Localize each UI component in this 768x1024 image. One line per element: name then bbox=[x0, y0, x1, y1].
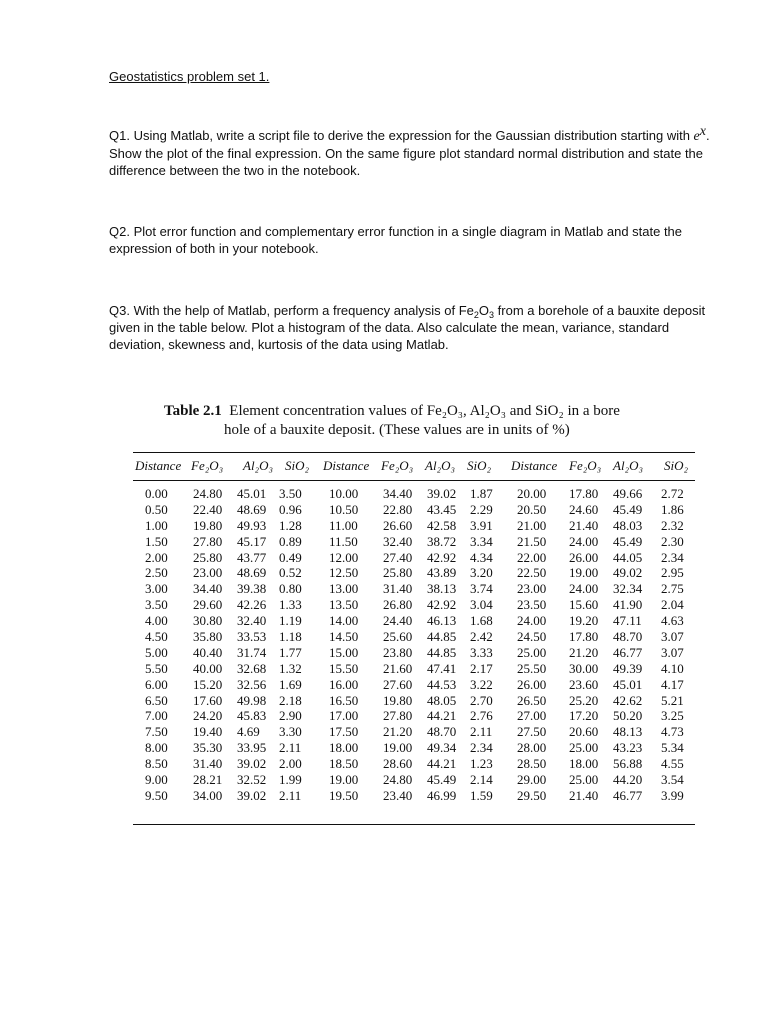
header-distance-2: Distance bbox=[323, 458, 370, 473]
table-row bbox=[133, 740, 695, 756]
cell-fe2o3: 32.40 bbox=[383, 533, 413, 549]
cell-sio2: 0.89 bbox=[279, 533, 302, 549]
cell-sio2: 2.76 bbox=[470, 708, 493, 724]
cell-sio2: 4.10 bbox=[661, 660, 684, 676]
cell-al2o3: 47.41 bbox=[427, 660, 457, 676]
cell-sio2: 1.59 bbox=[470, 787, 493, 803]
header-fe2o3-2: Fe₂O₃ bbox=[381, 458, 414, 473]
cell-distance: 25.50 bbox=[517, 660, 547, 676]
cell-fe2o3: 19.80 bbox=[383, 692, 413, 708]
table-caption-label: Table 2.1 bbox=[164, 403, 222, 419]
cell-fe2o3: 21.20 bbox=[383, 724, 413, 740]
cell-distance: 24.00 bbox=[517, 613, 547, 629]
cell-distance: 16.50 bbox=[329, 692, 359, 708]
cell-al2o3: 49.66 bbox=[613, 486, 643, 501]
cell-sio2: 1.99 bbox=[279, 772, 302, 788]
header-distance-1: Distance bbox=[135, 458, 182, 473]
cell-fe2o3: 31.40 bbox=[383, 581, 413, 597]
cell-fe2o3: 21.40 bbox=[569, 787, 599, 803]
cell-fe2o3: 19.00 bbox=[569, 565, 599, 581]
cell-sio2: 2.18 bbox=[279, 692, 302, 708]
cell-sio2: 2.90 bbox=[279, 708, 302, 724]
cell-fe2o3: 27.80 bbox=[383, 708, 413, 724]
cell-al2o3: 32.34 bbox=[613, 581, 643, 597]
cell-distance: 20.50 bbox=[517, 501, 547, 517]
cell-al2o3: 38.13 bbox=[427, 581, 457, 597]
cell-fe2o3: 24.00 bbox=[569, 581, 599, 597]
cell-fe2o3: 20.60 bbox=[569, 724, 599, 740]
table-row bbox=[133, 486, 695, 502]
q1-exp-power: x bbox=[699, 124, 706, 139]
cell-sio2: 1.69 bbox=[279, 676, 302, 692]
cell-al2o3: 44.05 bbox=[613, 549, 643, 565]
cell-sio2: 5.21 bbox=[661, 692, 684, 708]
table-rule-top bbox=[133, 452, 695, 453]
cell-distance: 0.50 bbox=[145, 501, 168, 517]
cell-fe2o3: 15.60 bbox=[569, 597, 599, 613]
table-rule-bottom bbox=[133, 824, 695, 825]
cell-distance: 13.00 bbox=[329, 581, 359, 597]
cell-fe2o3: 34.40 bbox=[193, 581, 223, 597]
cell-al2o3: 32.68 bbox=[237, 660, 267, 676]
cell-distance: 17.50 bbox=[329, 724, 359, 740]
cell-distance: 19.00 bbox=[329, 772, 359, 788]
cell-fe2o3: 17.80 bbox=[569, 486, 599, 501]
cell-distance: 17.00 bbox=[329, 708, 359, 724]
cell-distance: 1.00 bbox=[145, 517, 168, 533]
cell-distance: 7.50 bbox=[145, 724, 168, 740]
cell-sio2: 1.33 bbox=[279, 597, 302, 613]
cell-distance: 21.50 bbox=[517, 533, 547, 549]
cell-sio2: 2.14 bbox=[470, 772, 493, 788]
cell-al2o3: 39.02 bbox=[427, 486, 457, 501]
cell-al2o3: 48.03 bbox=[613, 517, 643, 533]
header-al2o3-2: Al₂O₃ bbox=[425, 458, 455, 473]
cell-al2o3: 39.38 bbox=[237, 581, 267, 597]
cell-sio2: 3.50 bbox=[279, 486, 302, 501]
cell-sio2: 3.33 bbox=[470, 644, 493, 660]
cell-distance: 8.50 bbox=[145, 756, 168, 772]
cell-al2o3: 45.01 bbox=[237, 486, 267, 501]
cell-sio2: 3.30 bbox=[279, 724, 302, 740]
cell-al2o3: 48.05 bbox=[427, 692, 457, 708]
cell-distance: 3.00 bbox=[145, 581, 168, 597]
cell-sio2: 2.34 bbox=[661, 549, 684, 565]
cell-al2o3: 32.40 bbox=[237, 613, 267, 629]
cell-sio2: 4.63 bbox=[661, 613, 684, 629]
cell-al2o3: 42.58 bbox=[427, 517, 457, 533]
q3-mid: O bbox=[478, 303, 490, 318]
header-sio2-3: SiO₂ bbox=[664, 458, 689, 473]
q3-text-part1: Q3. With the help of Matlab, perform a frequency analysis of Fe bbox=[109, 303, 474, 318]
table-row bbox=[133, 708, 695, 724]
table-row bbox=[133, 756, 695, 772]
cell-fe2o3: 30.00 bbox=[569, 660, 599, 676]
cell-fe2o3: 19.00 bbox=[383, 740, 413, 756]
cell-al2o3: 31.74 bbox=[237, 644, 267, 660]
cell-al2o3: 48.69 bbox=[237, 565, 267, 581]
cell-fe2o3: 34.00 bbox=[193, 787, 223, 803]
document-title: Geostatistics problem set 1. bbox=[109, 69, 270, 84]
question-1 bbox=[109, 124, 719, 179]
cell-fe2o3: 24.60 bbox=[569, 501, 599, 517]
cell-fe2o3: 25.80 bbox=[383, 565, 413, 581]
q1-text-part2: . Show the plot of the final expression. On the same figure plot standard normal distribution and state the difference between the two in the notebook. bbox=[109, 128, 710, 178]
cell-al2o3: 32.52 bbox=[237, 772, 267, 788]
q1-text-part1: Q1. Using Matlab, write a script file to derive the expression for the Gaussian distribution starting with bbox=[109, 128, 694, 143]
cell-distance: 21.00 bbox=[517, 517, 547, 533]
cell-al2o3: 45.49 bbox=[427, 772, 457, 788]
cell-fe2o3: 34.40 bbox=[383, 486, 413, 501]
cell-distance: 11.00 bbox=[329, 517, 358, 533]
cell-al2o3: 46.77 bbox=[613, 787, 643, 803]
cell-fe2o3: 22.80 bbox=[383, 501, 413, 517]
cell-al2o3: 45.83 bbox=[237, 708, 267, 724]
cell-al2o3: 43.23 bbox=[613, 740, 643, 756]
cell-sio2: 3.04 bbox=[470, 597, 493, 613]
cell-al2o3: 56.88 bbox=[613, 756, 643, 772]
cell-sio2: 2.11 bbox=[470, 724, 493, 740]
q1-exp-base: e bbox=[693, 129, 700, 144]
table-row bbox=[133, 724, 695, 740]
cell-al2o3: 46.77 bbox=[613, 644, 643, 660]
cell-sio2: 3.34 bbox=[470, 533, 493, 549]
cell-al2o3: 44.21 bbox=[427, 756, 457, 772]
cell-sio2: 1.32 bbox=[279, 660, 302, 676]
cell-fe2o3: 21.40 bbox=[569, 517, 599, 533]
cell-distance: 3.50 bbox=[145, 597, 168, 613]
table-row bbox=[133, 550, 695, 566]
cell-distance: 24.50 bbox=[517, 629, 547, 645]
cell-sio2: 0.80 bbox=[279, 581, 302, 597]
cell-fe2o3: 24.80 bbox=[383, 772, 413, 788]
cell-distance: 14.00 bbox=[329, 613, 359, 629]
cell-sio2: 1.77 bbox=[279, 644, 302, 660]
table-rule-header bbox=[133, 480, 695, 481]
cell-sio2: 1.86 bbox=[661, 501, 684, 517]
cell-sio2: 3.74 bbox=[470, 581, 493, 597]
q3-sub1: 2 bbox=[473, 310, 479, 320]
cell-al2o3: 4.69 bbox=[237, 724, 260, 740]
cell-distance: 4.00 bbox=[145, 613, 168, 629]
cell-distance: 4.50 bbox=[145, 629, 168, 645]
cell-distance: 10.00 bbox=[329, 486, 359, 501]
cell-sio2: 1.28 bbox=[279, 517, 302, 533]
cell-fe2o3: 17.80 bbox=[569, 629, 599, 645]
cell-al2o3: 43.89 bbox=[427, 565, 457, 581]
cell-sio2: 3.99 bbox=[661, 787, 684, 803]
cell-fe2o3: 23.40 bbox=[383, 787, 413, 803]
cell-sio2: 2.29 bbox=[470, 501, 493, 517]
table-row bbox=[133, 629, 695, 645]
cell-sio2: 3.22 bbox=[470, 676, 493, 692]
cell-al2o3: 44.85 bbox=[427, 629, 457, 645]
cell-distance: 12.50 bbox=[329, 565, 359, 581]
cell-fe2o3: 26.60 bbox=[383, 517, 413, 533]
cell-sio2: 0.49 bbox=[279, 549, 302, 565]
cell-al2o3: 49.34 bbox=[427, 740, 457, 756]
cell-al2o3: 46.99 bbox=[427, 787, 457, 803]
cell-sio2: 4.55 bbox=[661, 756, 684, 772]
cell-distance: 6.00 bbox=[145, 676, 168, 692]
cell-sio2: 2.72 bbox=[661, 486, 684, 501]
cell-distance: 28.00 bbox=[517, 740, 547, 756]
cell-distance: 15.00 bbox=[329, 644, 359, 660]
cell-al2o3: 48.70 bbox=[613, 629, 643, 645]
cell-distance: 9.50 bbox=[145, 787, 168, 803]
cell-al2o3: 48.70 bbox=[427, 724, 457, 740]
header-distance-3: Distance bbox=[511, 458, 558, 473]
cell-fe2o3: 23.80 bbox=[383, 644, 413, 660]
cell-distance: 13.50 bbox=[329, 597, 359, 613]
header-sio2-2: SiO₂ bbox=[467, 458, 492, 473]
cell-fe2o3: 28.60 bbox=[383, 756, 413, 772]
cell-al2o3: 42.62 bbox=[613, 692, 643, 708]
table-row bbox=[133, 661, 695, 677]
cell-fe2o3: 19.80 bbox=[193, 517, 223, 533]
cell-sio2: 2.04 bbox=[661, 597, 684, 613]
cell-fe2o3: 31.40 bbox=[193, 756, 223, 772]
cell-distance: 18.00 bbox=[329, 740, 359, 756]
cell-al2o3: 44.21 bbox=[427, 708, 457, 724]
cell-distance: 26.00 bbox=[517, 676, 547, 692]
cell-fe2o3: 40.00 bbox=[193, 660, 223, 676]
question-3 bbox=[109, 302, 719, 353]
cell-sio2: 2.70 bbox=[470, 692, 493, 708]
cell-sio2: 5.34 bbox=[661, 740, 684, 756]
cell-sio2: 2.34 bbox=[470, 740, 493, 756]
cell-al2o3: 42.92 bbox=[427, 597, 457, 613]
cell-fe2o3: 30.80 bbox=[193, 613, 223, 629]
cell-sio2: 2.75 bbox=[661, 581, 684, 597]
cell-al2o3: 48.69 bbox=[237, 501, 267, 517]
table-caption bbox=[164, 402, 620, 440]
cell-al2o3: 39.02 bbox=[237, 756, 267, 772]
cell-fe2o3: 27.80 bbox=[193, 533, 223, 549]
cell-fe2o3: 24.00 bbox=[569, 533, 599, 549]
cell-sio2: 1.18 bbox=[279, 629, 302, 645]
table-row bbox=[133, 677, 695, 693]
cell-distance: 10.50 bbox=[329, 501, 359, 517]
cell-fe2o3: 29.60 bbox=[193, 597, 223, 613]
cell-fe2o3: 27.60 bbox=[383, 676, 413, 692]
table-caption-line2: hole of a bauxite deposit. (These values are in units of %) bbox=[224, 422, 570, 438]
header-sio2-1: SiO₂ bbox=[285, 458, 310, 473]
cell-al2o3: 44.85 bbox=[427, 644, 457, 660]
cell-fe2o3: 35.30 bbox=[193, 740, 223, 756]
cell-distance: 19.50 bbox=[329, 787, 359, 803]
cell-al2o3: 41.90 bbox=[613, 597, 643, 613]
table-row bbox=[133, 645, 695, 661]
cell-sio2: 2.42 bbox=[470, 629, 493, 645]
cell-fe2o3: 24.20 bbox=[193, 708, 223, 724]
table-row bbox=[133, 534, 695, 550]
cell-al2o3: 49.39 bbox=[613, 660, 643, 676]
cell-distance: 18.50 bbox=[329, 756, 359, 772]
cell-al2o3: 44.53 bbox=[427, 676, 457, 692]
cell-sio2: 1.68 bbox=[470, 613, 493, 629]
cell-fe2o3: 19.20 bbox=[569, 613, 599, 629]
table-row bbox=[133, 788, 695, 804]
header-al2o3-1: Al₂O₃ bbox=[243, 458, 273, 473]
cell-fe2o3: 22.40 bbox=[193, 501, 223, 517]
table-header-row bbox=[133, 458, 695, 476]
q3-sub2: 3 bbox=[489, 310, 495, 320]
cell-distance: 14.50 bbox=[329, 629, 359, 645]
cell-al2o3: 45.01 bbox=[613, 676, 643, 692]
cell-distance: 16.00 bbox=[329, 676, 359, 692]
cell-distance: 5.00 bbox=[145, 644, 168, 660]
cell-distance: 23.50 bbox=[517, 597, 547, 613]
header-fe2o3-3: Fe₂O₃ bbox=[569, 458, 602, 473]
cell-sio2: 2.11 bbox=[279, 740, 302, 756]
header-al2o3-3: Al₂O₃ bbox=[613, 458, 643, 473]
cell-sio2: 0.96 bbox=[279, 501, 302, 517]
cell-distance: 2.00 bbox=[145, 549, 168, 565]
cell-distance: 25.00 bbox=[517, 644, 547, 660]
cell-al2o3: 47.11 bbox=[613, 613, 642, 629]
cell-distance: 28.50 bbox=[517, 756, 547, 772]
cell-fe2o3: 17.60 bbox=[193, 692, 223, 708]
cell-al2o3: 45.17 bbox=[237, 533, 267, 549]
cell-sio2: 0.52 bbox=[279, 565, 302, 581]
cell-sio2: 4.17 bbox=[661, 676, 684, 692]
cell-al2o3: 42.92 bbox=[427, 549, 457, 565]
table-row bbox=[133, 597, 695, 613]
cell-sio2: 3.91 bbox=[470, 517, 493, 533]
cell-fe2o3: 25.60 bbox=[383, 629, 413, 645]
table-row bbox=[133, 502, 695, 518]
cell-distance: 20.00 bbox=[517, 486, 547, 501]
question-2: Q2. Plot error function and complementary error function in a single diagram in Matlab and state the expression of both in your notebook. bbox=[109, 224, 683, 256]
table-caption-line1: Element concentration values of Fe₂O₃, Al₂O₃ and SiO₂ in a bore bbox=[229, 403, 620, 419]
cell-al2o3: 33.95 bbox=[237, 740, 267, 756]
cell-distance: 5.50 bbox=[145, 660, 168, 676]
cell-fe2o3: 26.00 bbox=[569, 549, 599, 565]
cell-distance: 12.00 bbox=[329, 549, 359, 565]
cell-al2o3: 44.20 bbox=[613, 772, 643, 788]
cell-sio2: 4.34 bbox=[470, 549, 493, 565]
cell-sio2: 2.32 bbox=[661, 517, 684, 533]
cell-al2o3: 39.02 bbox=[237, 787, 267, 803]
cell-fe2o3: 23.00 bbox=[193, 565, 223, 581]
cell-fe2o3: 26.80 bbox=[383, 597, 413, 613]
cell-al2o3: 43.77 bbox=[237, 549, 267, 565]
cell-sio2: 3.20 bbox=[470, 565, 493, 581]
cell-distance: 29.50 bbox=[517, 787, 547, 803]
cell-al2o3: 45.49 bbox=[613, 533, 643, 549]
cell-distance: 7.00 bbox=[145, 708, 168, 724]
q3-text-part2: from a borehole of a bauxite deposit given in the table below. Plot a histogram of the data. Also calculate the mean, variance, standard deviation, skewness and, kurtosis of the data using Matlab. bbox=[109, 303, 706, 352]
table-row bbox=[133, 772, 695, 788]
cell-fe2o3: 25.80 bbox=[193, 549, 223, 565]
cell-fe2o3: 35.80 bbox=[193, 629, 223, 645]
table-row bbox=[133, 693, 695, 709]
cell-fe2o3: 17.20 bbox=[569, 708, 599, 724]
cell-al2o3: 49.02 bbox=[613, 565, 643, 581]
cell-al2o3: 45.49 bbox=[613, 501, 643, 517]
cell-al2o3: 49.98 bbox=[237, 692, 267, 708]
cell-fe2o3: 40.40 bbox=[193, 644, 223, 660]
table-body bbox=[133, 486, 695, 804]
cell-sio2: 3.07 bbox=[661, 629, 684, 645]
cell-sio2: 1.87 bbox=[470, 486, 493, 501]
cell-sio2: 1.19 bbox=[279, 613, 302, 629]
cell-al2o3: 38.72 bbox=[427, 533, 457, 549]
cell-al2o3: 43.45 bbox=[427, 501, 457, 517]
cell-al2o3: 50.20 bbox=[613, 708, 643, 724]
cell-sio2: 1.23 bbox=[470, 756, 493, 772]
cell-fe2o3: 28.21 bbox=[193, 772, 223, 788]
cell-sio2: 3.25 bbox=[661, 708, 684, 724]
cell-sio2: 3.54 bbox=[661, 772, 684, 788]
cell-sio2: 2.95 bbox=[661, 565, 684, 581]
cell-distance: 0.00 bbox=[145, 486, 168, 501]
cell-distance: 2.50 bbox=[145, 565, 168, 581]
table-row bbox=[133, 518, 695, 534]
cell-al2o3: 48.13 bbox=[613, 724, 643, 740]
cell-fe2o3: 23.60 bbox=[569, 676, 599, 692]
cell-fe2o3: 25.00 bbox=[569, 772, 599, 788]
cell-fe2o3: 24.40 bbox=[383, 613, 413, 629]
cell-sio2: 2.17 bbox=[470, 660, 493, 676]
cell-al2o3: 42.26 bbox=[237, 597, 267, 613]
cell-fe2o3: 19.40 bbox=[193, 724, 223, 740]
cell-sio2: 2.00 bbox=[279, 756, 302, 772]
table-row bbox=[133, 613, 695, 629]
cell-sio2: 2.30 bbox=[661, 533, 684, 549]
cell-fe2o3: 21.60 bbox=[383, 660, 413, 676]
cell-distance: 22.50 bbox=[517, 565, 547, 581]
cell-fe2o3: 27.40 bbox=[383, 549, 413, 565]
cell-al2o3: 49.93 bbox=[237, 517, 267, 533]
cell-distance: 6.50 bbox=[145, 692, 168, 708]
cell-fe2o3: 15.20 bbox=[193, 676, 223, 692]
table-row bbox=[133, 565, 695, 581]
cell-al2o3: 46.13 bbox=[427, 613, 457, 629]
cell-fe2o3: 25.00 bbox=[569, 740, 599, 756]
cell-distance: 23.00 bbox=[517, 581, 547, 597]
cell-distance: 29.00 bbox=[517, 772, 547, 788]
cell-distance: 22.00 bbox=[517, 549, 547, 565]
cell-distance: 11.50 bbox=[329, 533, 358, 549]
cell-distance: 15.50 bbox=[329, 660, 359, 676]
cell-sio2: 4.73 bbox=[661, 724, 684, 740]
cell-fe2o3: 18.00 bbox=[569, 756, 599, 772]
cell-distance: 8.00 bbox=[145, 740, 168, 756]
cell-distance: 27.50 bbox=[517, 724, 547, 740]
cell-sio2: 3.07 bbox=[661, 644, 684, 660]
cell-fe2o3: 25.20 bbox=[569, 692, 599, 708]
cell-distance: 1.50 bbox=[145, 533, 168, 549]
cell-al2o3: 32.56 bbox=[237, 676, 267, 692]
cell-sio2: 2.11 bbox=[279, 787, 302, 803]
cell-distance: 27.00 bbox=[517, 708, 547, 724]
header-fe2o3-1: Fe₂O₃ bbox=[191, 458, 224, 473]
cell-al2o3: 33.53 bbox=[237, 629, 267, 645]
cell-fe2o3: 24.80 bbox=[193, 486, 223, 501]
cell-distance: 26.50 bbox=[517, 692, 547, 708]
cell-fe2o3: 21.20 bbox=[569, 644, 599, 660]
cell-distance: 9.00 bbox=[145, 772, 168, 788]
table-row bbox=[133, 581, 695, 597]
